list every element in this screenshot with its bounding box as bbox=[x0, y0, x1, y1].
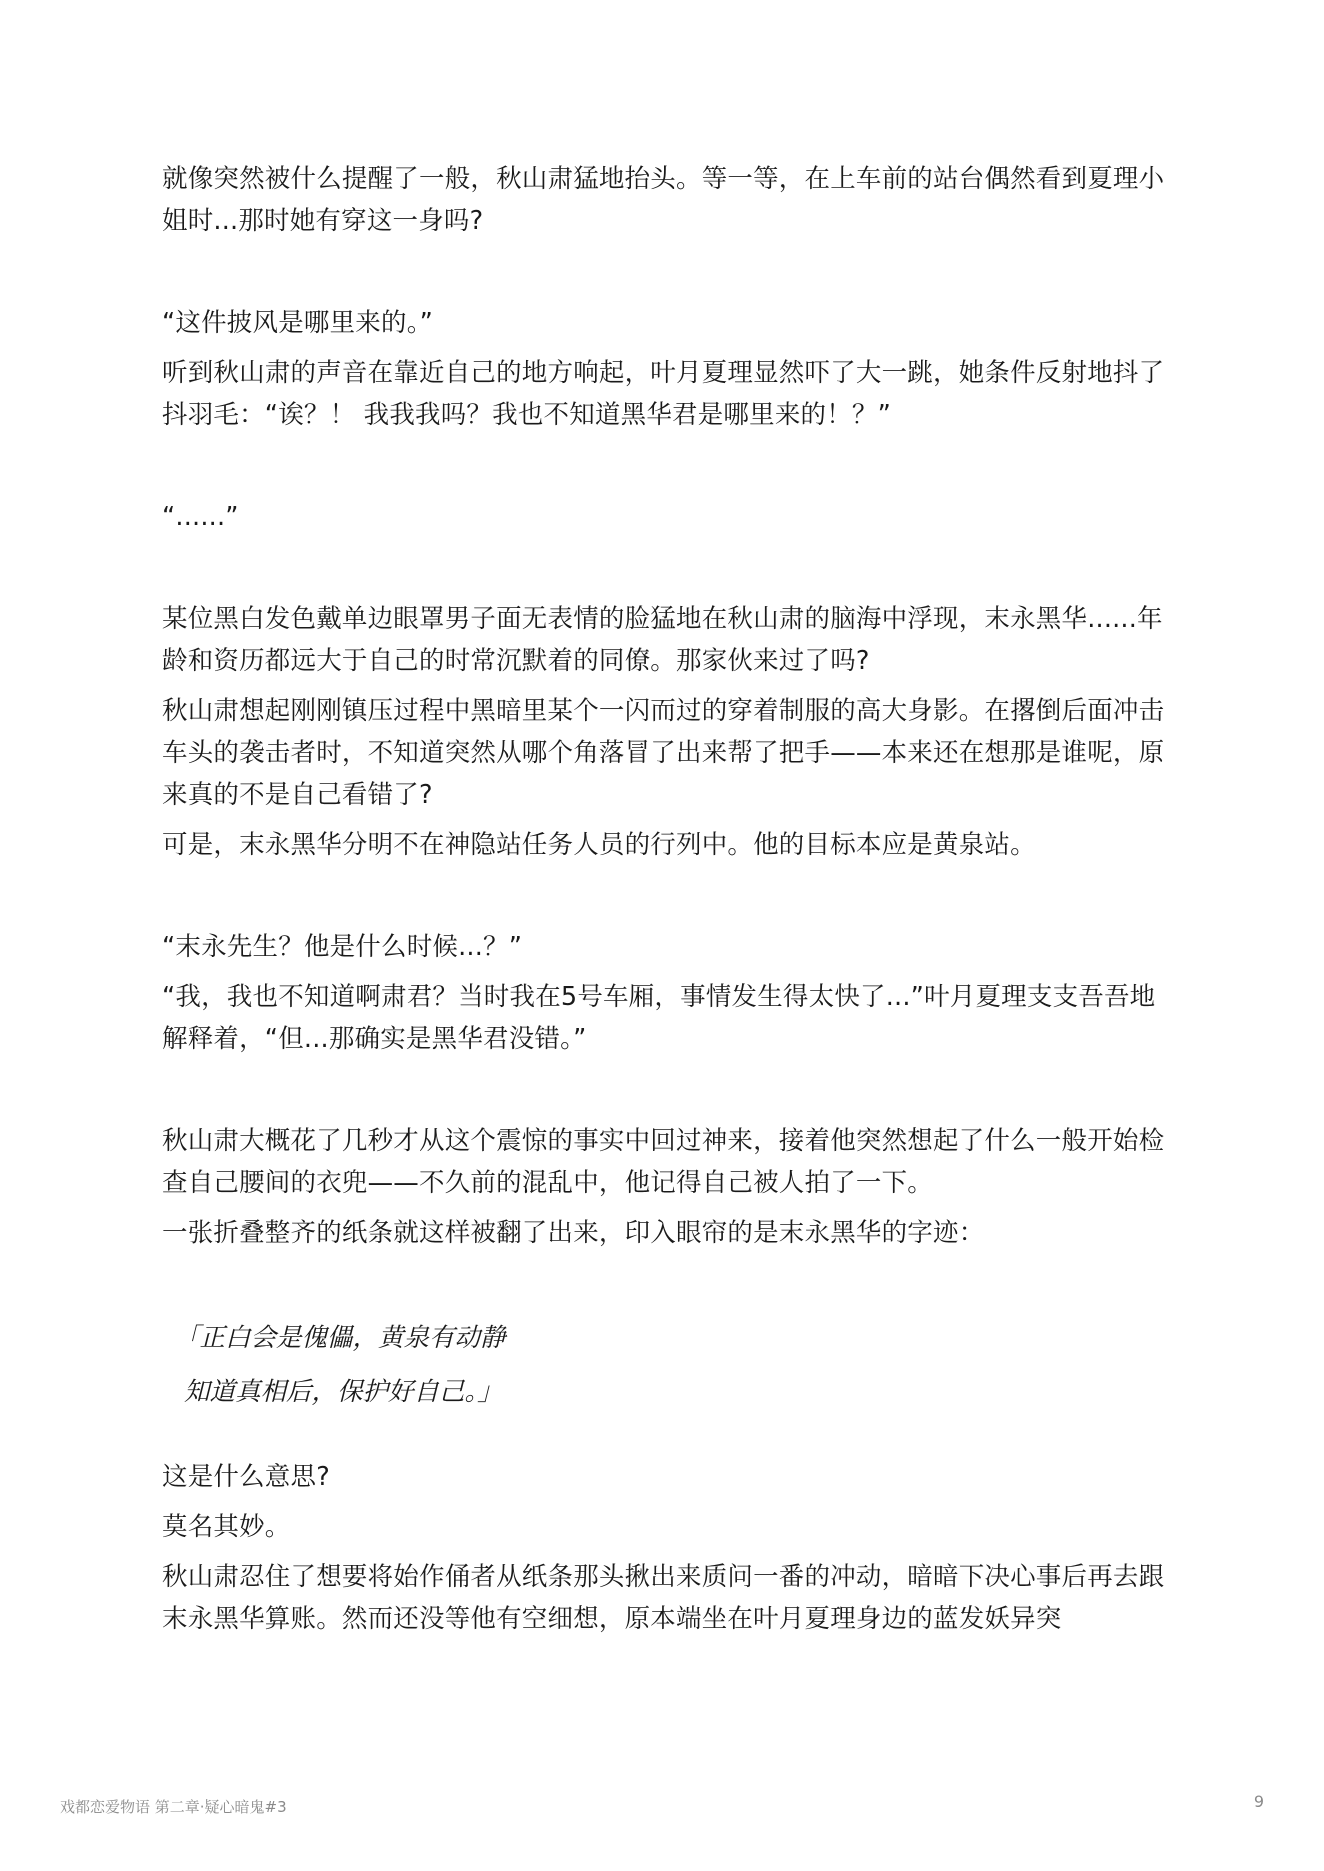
paragraph: 秋山肃大概花了几秒才从这个震惊的事实中回过神来，接着他突然想起了什么一般开始检查自己腰间的衣兜——不久前的混乱中，他记得自己被人拍了一下。 bbox=[162, 1126, 1165, 1198]
paragraph-gap bbox=[162, 1068, 1167, 1120]
paragraph-gap bbox=[162, 444, 1167, 496]
paragraph-gap bbox=[162, 874, 1167, 926]
note-line-1: 「正白会是傀儡，黄泉有动静 bbox=[174, 1323, 506, 1353]
paragraph: 这是什么意思? bbox=[162, 1462, 330, 1492]
paragraph: 可是，末永黑华分明不在神隐站任务人员的行列中。他的目标本应是黄泉站。 bbox=[162, 830, 1036, 860]
paragraph: “我，我也不知道啊肃君？当时我在5号车厢，事情发生得太快了...”叶月夏理支支吾吾地解释着，“但...那确实是黑华君没错。” bbox=[162, 982, 1156, 1054]
paragraph: 莫名其妙。 bbox=[162, 1512, 291, 1542]
page-number: 9 bbox=[1253, 1792, 1264, 1811]
paragraph-gap bbox=[162, 1422, 1167, 1456]
dialogue-line: “这件披风是哪里来的。” bbox=[162, 308, 434, 338]
dialogue-line: “......” bbox=[162, 502, 239, 532]
paragraph: 秋山肃忍住了想要将始作俑者从纸条那头揪出来质问一番的冲动，暗暗下决心事后再去跟末永黑华算账。然而还没等他有空细想，原本端坐在叶月夏理身边的蓝发妖异突 bbox=[162, 1562, 1165, 1634]
paragraph-gap bbox=[162, 250, 1167, 302]
body-text bbox=[162, 158, 1167, 1648]
paragraph: 一张折叠整齐的纸条就这样被翻了出来，印入眼帘的是末永黑华的字迹： bbox=[162, 1218, 985, 1248]
paragraph-gap bbox=[162, 1262, 1167, 1314]
paragraph: 秋山肃想起刚刚镇压过程中黑暗里某个一闪而过的穿着制服的高大身影。在撂倒后面冲击车头的袭击者时，不知道突然从哪个角落冒了出来帮了把手——本来还在想那是谁呢，原来真的不是自己看错了? bbox=[162, 696, 1165, 810]
paragraph: 就像突然被什么提醒了一般，秋山肃猛地抬头。等一等，在上车前的站台偶然看到夏理小姐时...那时她有穿这一身吗? bbox=[162, 164, 1165, 236]
paragraph-gap bbox=[162, 546, 1167, 598]
dialogue-line: “末永先生？他是什么时候...？” bbox=[162, 932, 523, 962]
footer-title: 戏都恋爱物语 第二章·疑心暗鬼#3 bbox=[60, 1798, 287, 1816]
paragraph: 听到秋山肃的声音在靠近自己的地方响起，叶月夏理显然吓了大一跳，她条件反射地抖了抖羽毛：“诶？！ 我我我吗？我也不知道黑华君是哪里来的！？” bbox=[162, 358, 1165, 430]
note-line-2: 知道真相后，保护好自己。」 bbox=[184, 1377, 503, 1407]
paragraph: 某位黑白发色戴单边眼罩男子面无表情的脸猛地在秋山肃的脑海中浮现，末永黑华......年龄和资历都远大于自己的时常沉默着的同僚。那家伙来过了吗? bbox=[162, 604, 1163, 676]
